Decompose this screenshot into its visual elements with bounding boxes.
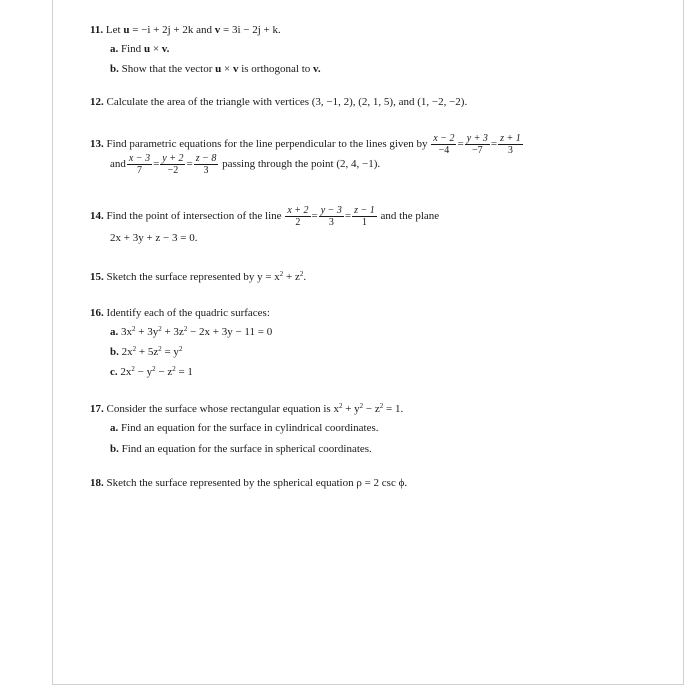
- problem-number: 11.: [90, 24, 104, 36]
- exponent: 2: [178, 345, 183, 353]
- problem-11b: [110, 63, 321, 76]
- problem-number: 14.: [90, 210, 104, 222]
- part-text: is orthogonal to: [241, 63, 311, 75]
- problem-14: [90, 204, 439, 228]
- numerator: y + 2: [162, 152, 184, 164]
- problem-text: Calculate the area of the triangle with vertices (3, −1, 2), (2, 1, 5), and (1, −2, −2).: [106, 96, 468, 108]
- cross-symbol: ×: [223, 63, 231, 75]
- exponent: 2: [158, 345, 162, 353]
- problem-text: Find the point of intersection of the line: [106, 210, 282, 222]
- exponent: 2: [172, 365, 176, 373]
- equation-part: = y: [161, 346, 179, 358]
- equation-part: + z: [283, 271, 300, 283]
- problem-number: 13.: [90, 138, 104, 150]
- equals-sign: =: [457, 138, 464, 150]
- problem-text: Identify each of the quadric surfaces:: [106, 307, 270, 319]
- numerator: y − 3: [320, 204, 342, 216]
- equation-part: 3x: [121, 326, 132, 338]
- equation-part: − 2x + 3y − 11 = 0: [187, 326, 273, 338]
- part-text: Find an equation for the surface in spherical coordinates.: [121, 443, 372, 455]
- vector-u: u: [123, 24, 130, 36]
- equation-part: 2x: [120, 366, 132, 378]
- problem-number: 18.: [90, 477, 104, 489]
- problem-text: Sketch the surface represented by the spherical equation ρ = 2 csc ϕ.: [106, 477, 408, 489]
- fraction: [431, 133, 456, 156]
- vector-v: v.: [313, 63, 321, 75]
- problem-number: 16.: [90, 307, 104, 319]
- part-text: Find: [121, 43, 142, 55]
- fraction: [160, 153, 185, 176]
- part-label: a.: [110, 43, 119, 55]
- vector-v-definition: = 3i − 2j + k.: [220, 24, 281, 36]
- part-label: a.: [110, 422, 119, 434]
- fraction: [498, 133, 523, 156]
- part-label: b.: [110, 63, 119, 75]
- problem-text: and the plane: [380, 210, 440, 222]
- cross-symbol: ×: [152, 43, 160, 55]
- equation-part: − y: [134, 366, 153, 378]
- problem-15: [90, 271, 306, 284]
- problem-number: 15.: [90, 271, 104, 283]
- fraction: [319, 205, 344, 228]
- equals-sign: =: [344, 210, 352, 222]
- numerator: z − 1: [354, 204, 375, 216]
- part-text: Find an equation for the surface in cylindrical coordinates.: [121, 422, 379, 434]
- vector-v: v: [232, 63, 239, 75]
- exponent: 2: [338, 402, 343, 410]
- equation-part: + 3z: [161, 326, 184, 338]
- equation-part: + y: [342, 403, 360, 415]
- problem-11a: [110, 43, 169, 56]
- equation-part: − z: [155, 366, 173, 378]
- problem-17b: [110, 443, 372, 456]
- fraction: [127, 153, 152, 176]
- denominator: 2: [295, 216, 301, 228]
- equation-part: + 3y: [135, 326, 159, 338]
- problem-number: 17.: [90, 403, 104, 415]
- exponent: 2: [158, 325, 162, 333]
- problem-16c: [110, 366, 193, 379]
- equals-sign: =: [490, 138, 498, 150]
- problem-18: [90, 477, 407, 490]
- equals-sign: =: [153, 158, 160, 170]
- fraction: [465, 133, 490, 156]
- exponent: 2: [183, 325, 188, 333]
- problem-12: [90, 96, 467, 109]
- denominator: 3: [328, 216, 334, 228]
- vector-u-definition: = −i + 2j + 2k and: [129, 24, 215, 36]
- vector-v: v: [214, 24, 221, 36]
- numerator: x − 2: [433, 132, 455, 144]
- problem-16a: [110, 326, 272, 339]
- exponent: 2: [359, 402, 364, 410]
- denominator: −2: [167, 164, 179, 176]
- equation-part: .: [303, 271, 307, 283]
- fraction: [352, 205, 377, 228]
- problem-11: [90, 24, 281, 37]
- denominator: 1: [361, 216, 367, 228]
- problem-text: passing through the point (2, 4, −1).: [222, 158, 381, 170]
- exponent: 2: [132, 325, 136, 333]
- problem-number: 12.: [90, 96, 104, 108]
- fraction: [285, 205, 310, 228]
- problem-16b: [110, 346, 182, 359]
- equals-sign: =: [186, 158, 193, 170]
- part-text: Show that the vector: [121, 63, 213, 75]
- fraction: [194, 153, 219, 176]
- exponent: 2: [299, 270, 304, 278]
- vector-u: u: [143, 43, 151, 55]
- exponent: 2: [379, 402, 384, 410]
- denominator: 3: [507, 144, 513, 156]
- vector-u: u: [215, 63, 222, 75]
- problem-text: Let: [105, 24, 121, 36]
- denominator: −7: [471, 144, 483, 156]
- exponent: 2: [132, 345, 137, 353]
- denominator: −4: [438, 144, 450, 156]
- numerator: y + 3: [466, 132, 488, 144]
- part-label: b.: [110, 443, 119, 455]
- problem-text: Sketch the surface represented by y = x: [106, 271, 280, 283]
- exponent: 2: [131, 365, 135, 373]
- numerator: x − 3: [128, 152, 151, 164]
- plane-equation: 2x + 3y + z − 3 = 0.: [110, 232, 198, 244]
- problem-16: [90, 307, 270, 320]
- problem-17: [90, 403, 403, 416]
- equation-part: + 5z: [136, 346, 159, 358]
- equation-part: − z: [363, 403, 380, 415]
- denominator: 7: [136, 164, 142, 176]
- denominator: 3: [203, 164, 209, 176]
- problem-text: Consider the surface whose rectangular equation is x: [106, 403, 339, 415]
- exponent: 2: [152, 365, 156, 373]
- problem-13-cont: [110, 152, 380, 176]
- part-label: a.: [110, 326, 119, 338]
- problem-text: Find parametric equations for the line perpendicular to the lines given by: [106, 138, 428, 150]
- numerator: x + 2: [287, 204, 309, 216]
- problem-14-plane: [110, 232, 197, 245]
- equals-sign: =: [311, 210, 318, 222]
- part-label: c.: [110, 366, 118, 378]
- equation-part: = 1.: [383, 403, 404, 415]
- part-label: b.: [110, 346, 119, 358]
- problem-17a: [110, 422, 379, 435]
- problem-text: and: [110, 158, 126, 170]
- equation-part: = 1: [175, 366, 193, 378]
- exponent: 2: [279, 270, 284, 278]
- numerator: z − 8: [195, 152, 217, 164]
- vector-v: v.: [161, 43, 170, 55]
- equation-part: 2x: [121, 346, 133, 358]
- numerator: z + 1: [500, 132, 521, 144]
